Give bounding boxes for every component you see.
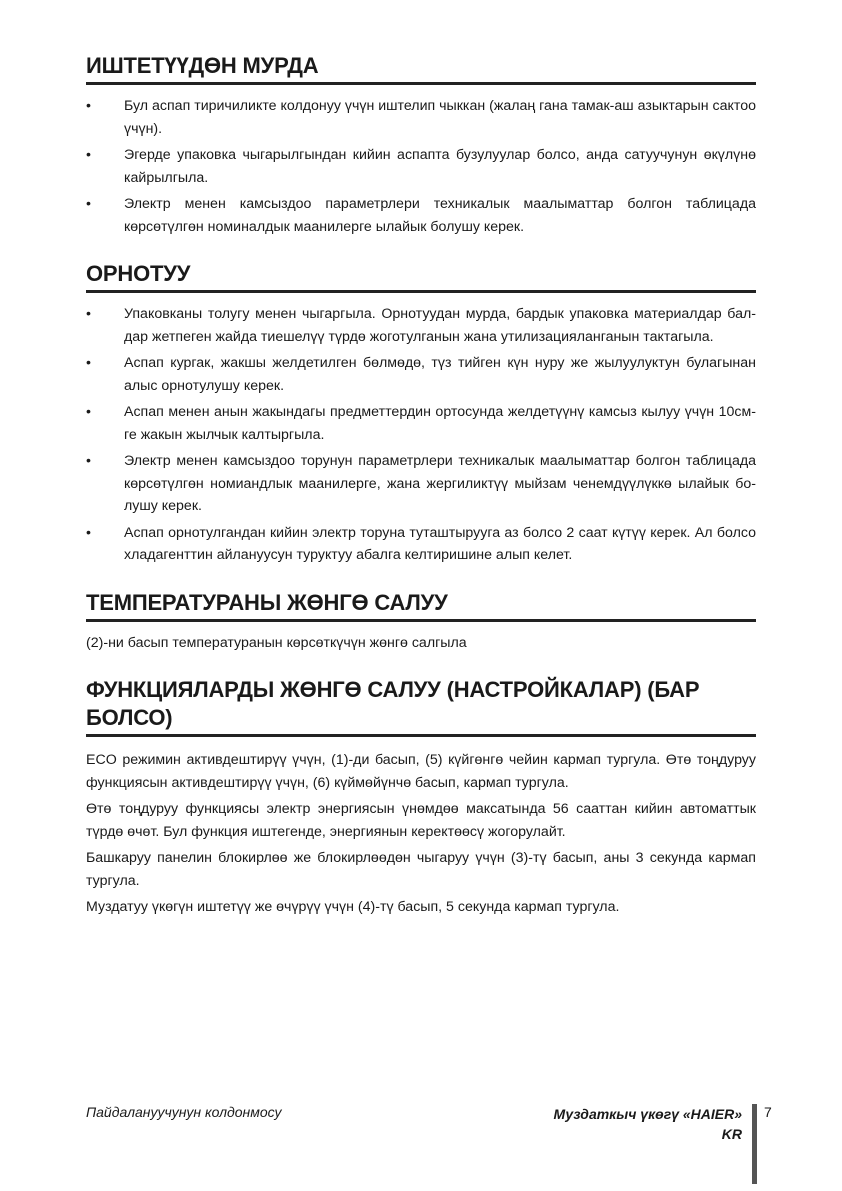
section-functions [86,676,756,919]
footer-manual-title: Пайдалануучунун колдонмосу [86,1104,282,1120]
footer-language-code: KR [721,1126,742,1142]
paragraph: (2)-ни басып температуранын көрсөткүчүн жөнгө салгыла [86,634,467,651]
list-item: • Аспап менен анын жакындагы предметтердин ортосунда желдетүүнү камсыз кылуу үчүн 10см-ге жакын жылчык калтыргыла. [86,401,756,446]
list-item: • Упаковканы толугу менен чыгаргыла. Орнотуудан мурда, бардык упаковка материалдар бал-дар жетпеген жайда тиешелүү түрдө жоготулганын жана утилизацияланганын тактагыла. [86,303,756,348]
bullet-list [86,303,756,567]
section-temperature [86,589,756,655]
bullet-list [86,95,756,238]
footer-product [554,1104,742,1144]
section-title: ФУНКЦИЯЛАРДЫ ЖӨНГӨ САЛУУ (НАСТРОЙКАЛАР) (БАР БОЛСО) [86,676,756,737]
list-item: • Электр менен камсыздоо торунун параметрлери техникалык маалыматтар болгон таблицада көрсөтүлгөн номиандлык маанилерге, жана жергиликтүү мыйзам ченемдүүлүккө ылайык бо-лушу керек. [86,450,756,518]
section-title: ТЕМПЕРАТУРАНЫ ЖӨНГӨ САЛУУ [86,589,756,622]
paragraph: Башкаруу панелин блокирлөө же блокирлөөдөн чыгаруу үчүн (3)-тү басып, аны 3 секунда кармап тургула. [86,850,756,889]
section-before-use [86,52,756,238]
bullet-icon: • [86,453,91,469]
footer-product-name: Муздаткыч үкөгү «HAIER» [553,1106,742,1122]
section-title: ОРНОТУУ [86,260,756,293]
footer-divider [752,1104,757,1184]
section-installation [86,260,756,567]
section-title: ИШТЕТҮҮДӨН МУРДА [86,52,756,85]
list-item: • Аспап орнотулгандан кийин электр торуна туташтырууга аз болсо 2 саат күтүү керек. Ал болсо хладагенттин айлануусун туруктуу абалга келтиришине алып келет. [86,522,756,567]
bullet-icon: • [86,147,91,163]
list-item: • Бул аспап тиричиликте колдонуу үчүн иштелип чыккан (жалаң гана тамак-аш азыктарын сактоо үчүн). [86,95,756,140]
bullet-icon: • [86,98,91,114]
list-item: • Аспап кургак, жакшы желдетилген бөлмөдө, түз тийген күн нуру же жылуулуктун булагынан алыс орнотулушу керек. [86,352,756,397]
page-number: 7 [764,1104,772,1120]
document-page [86,52,756,923]
bullet-icon: • [86,404,91,420]
list-item: • Электр менен камсыздоо параметрлери техникалык маалыматтар болгон таблицада көрсөтүлгөн номиналдык маанилерге ылайык болушу керек. [86,193,756,238]
bullet-icon: • [86,196,91,212]
bullet-icon: • [86,306,91,322]
paragraph: Муздатуу үкөгүн иштетүү же өчүрүү үчүн (4)-тү басып, 5 секунда кармап тургула. [86,899,620,915]
list-item: • Эгерде упаковка чыгарылгындан кийин аспапта бузулуулар болсо, анда сатуучунун өкүлүнө кайрылгыла. [86,144,756,189]
paragraph: Өтө тоңдуруу функциясы электр энергиясын үнөмдөө максатында 56 сааттан кийин автоматтык түрдө өчөт. Бул функция иштегенде, энергиянын керектөөсү жогорулайт. [86,801,756,840]
paragraph: ECO режимин активдештирүү үчүн, (1)-ди басып, (5) күйгөнгө чейин кармап тургула. Өтө тоңдуруу функциясын активдештирүү үчүн, (6) күймөйүнчө басып, кармап тургула. [86,752,756,791]
bullet-icon: • [86,355,91,371]
bullet-icon: • [86,524,91,541]
